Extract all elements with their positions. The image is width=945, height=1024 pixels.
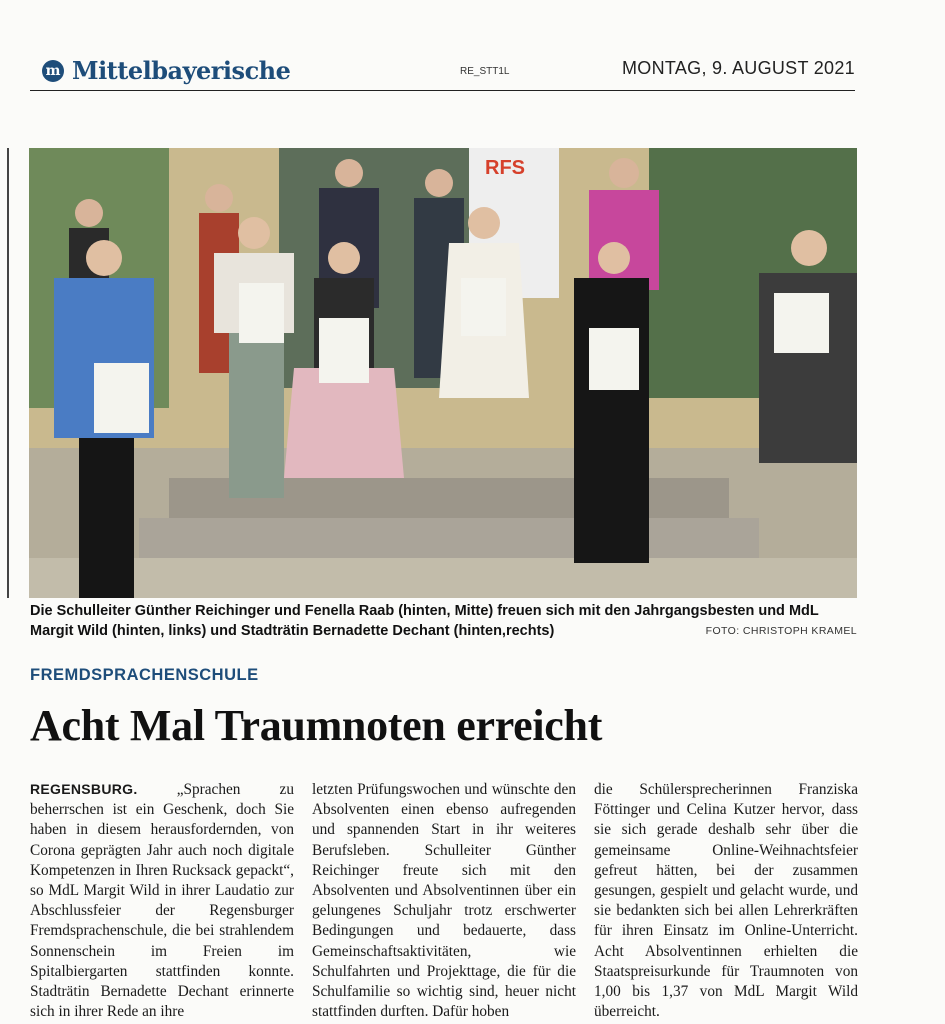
article-kicker: FREMDSPRACHENSCHULE	[30, 666, 259, 684]
photo-caption: Die Schulleiter Günther Reichinger und Fenella Raab (hinten, Mitte) freuen sich mit den Jahrgangsbesten und MdL Margit Wild (hinten, links) und Stadträtin Bernadette Dechant (hinten,rechts)	[30, 603, 819, 639]
group-photo-illustration	[29, 148, 857, 598]
rfs-sign: RFS	[485, 157, 525, 179]
logo-mark-icon: m	[42, 60, 64, 82]
photo-frame	[7, 148, 857, 598]
masthead	[30, 54, 855, 91]
logo-text: Mittelbayerische	[72, 56, 291, 85]
article-dateline-city: REGENSBURG.	[30, 781, 138, 797]
group-photo	[29, 148, 857, 598]
article-headline: Acht Mal Traumnoten erreicht	[30, 701, 603, 750]
article-column-2: letzten Prüfungswochen und wünschte den Absolventen einen ebenso aufregenden und spannenden Start in ihr weiteres Berufsleben. Schulleiter Günther Reichinger freute sich mit den Absolventen und Absolventinnen über ein gelungenes Schuljahr trotz erschwerter Bedingungen und bedauerte, dass Gemeinschaftsaktivitäten, wie Schulfahrten und Projekttage, die für die Schulfamilie so wichtig sind, heuer nicht stattfinden durften. Dafür hoben	[312, 781, 576, 1021]
page-code: RE_STT1L	[460, 66, 510, 77]
article-column-1-text: „Sprachen zu beherrschen ist ein Geschenk, doch Sie haben in diesem herausfordernden, von Corona geprägten Jahr auch noch digitale Kompetenzen in Ihren Rucksack gepackt“, so MdL Margit Wild in ihrer Laudatio zur Abschlussfeier der Regensburger Fremdsprachenschule, die bei strahlendem Sonnenschein im Freien im Spitalbiergarten stattfinden konnte. Stadträtin Bernadette Dechant erinnerte sich in ihrer Rede an ihre	[30, 781, 294, 1021]
article-column-1	[30, 780, 294, 1020]
issue-date: MONTAG, 9. AUGUST 2021	[621, 58, 855, 78]
article-body	[30, 780, 860, 1020]
newspaper-logo	[42, 56, 290, 85]
article-column-3: die Schülersprecherinnen Franziska Föttinger und Celina Kutzer hervor, dass sie sich gerade deshalb sehr über die gemeinsame Online-Weihnachtsfeier gefreut hätten, bei der zusammen gesungen, gespielt und gelacht wurde, und sie bedankten sich bei allen Lehrerkräften für ihren Einsatz im Online-Unterricht. Acht Absolventinnen erhielten die Staatspreisurkunde für Traumnoten von 1,00 bis 1,37 von MdL Margit Wild überreicht.	[594, 781, 858, 1021]
photo-credit: FOTO: CHRISTOPH KRAMEL	[705, 625, 857, 637]
